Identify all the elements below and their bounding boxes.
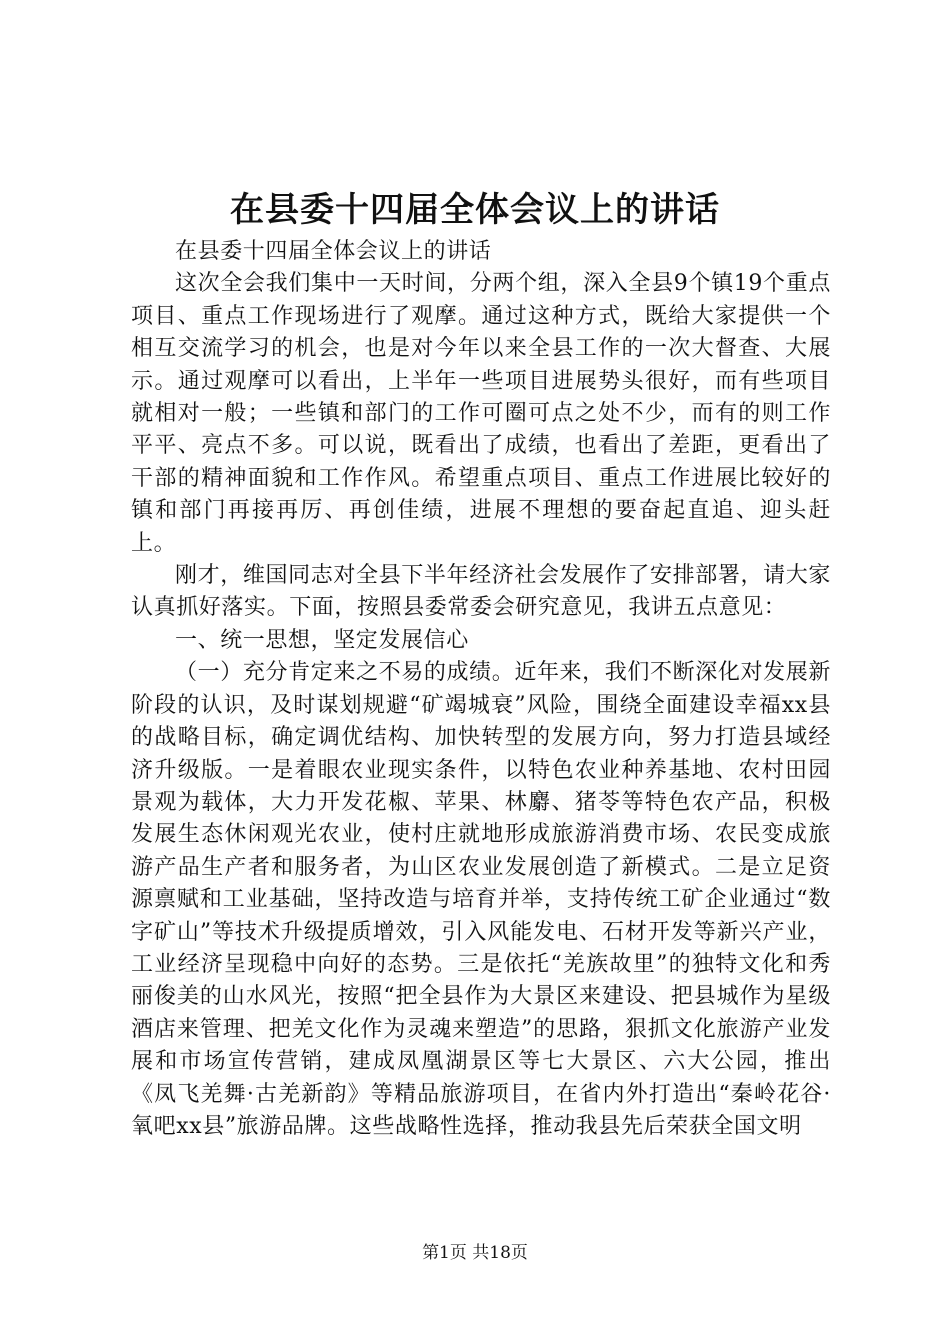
document-title: 在县委十四届全体会议上的讲话 xyxy=(230,190,720,230)
body-paragraph: 在县委十四届全体会议上的讲话 xyxy=(175,239,492,264)
document-body xyxy=(131,236,831,1143)
page-footer: 第1页 共18页 xyxy=(422,1243,528,1263)
body-paragraph: 刚才，维国同志对全县下半年经济社会发展作了安排部署，请大家认真抓好落实。下面，按照县委常委会研究意见，我讲五点意见： xyxy=(131,563,831,621)
body-paragraph: 这次全会我们集中一天时间，分两个组，深入全县9个镇19个重点项目、重点工作现场进行了观摩。通过这种方式，既给大家提供一个相互交流学习的机会，也是对今年以来全县工作的一次大督查、大展示。通过观摩可以看出，上半年一些项目进展势头很好，而有些项目就相对一般；一些镇和部门的工作可圈可点之处不少，而有的则工作平平、亮点不多。可以说，既看出了成绩，也看出了差距，更看出了干部的精神面貌和工作作风。希望重点项目、重点工作进展比较好的镇和部门再接再厉、再创佳绩，进展不理想的要奋起直追、迎头赶上。 xyxy=(131,271,831,556)
body-paragraph: （一）充分肯定来之不易的成绩。近年来，我们不断深化对发展新阶段的认识，及时谋划规避“矿竭城衰”风险，围绕全面建设幸福xx县的战略目标，确定调优结构、加快转型的发展方向，努力打造县域经济升级版。一是着眼农业现实条件，以特色农业种养基地、农村田园景观为载体，大力开发花椒、苹果、林麝、猪苓等特色农产品，积极发展生态休闲观光农业，使村庄就地形成旅游消费市场、农民变成旅游产品生产者和服务者，为山区农业发展创造了新模式。二是立足资源禀赋和工业基础，坚持改造与培育并举，支持传统工矿企业通过“数字矿山”等技术升级提质增效，引入风能发电、石材开发等新兴产业，工业经济呈现稳中向好的态势。三是依托“羌族故里”的独特文化和秀丽俊美的山水风光，按照“把全县作为大景区来建设、把县城作为星级酒店来管理、把羌文化作为灵魂来塑造”的思路，狠抓文化旅游产业发展和市场宣传营销，建成凤凰湖景区等七大景区、六大公园，推出《凤飞羌舞·古羌新韵》等精品旅游项目，在省内外打造出“秦岭花谷·氧吧xx县”旅游品牌。这些战略性选择，推动我县先后荣获全国文明 xyxy=(131,660,831,1139)
section-heading: 一、统一思想，坚定发展信心 xyxy=(175,627,469,653)
